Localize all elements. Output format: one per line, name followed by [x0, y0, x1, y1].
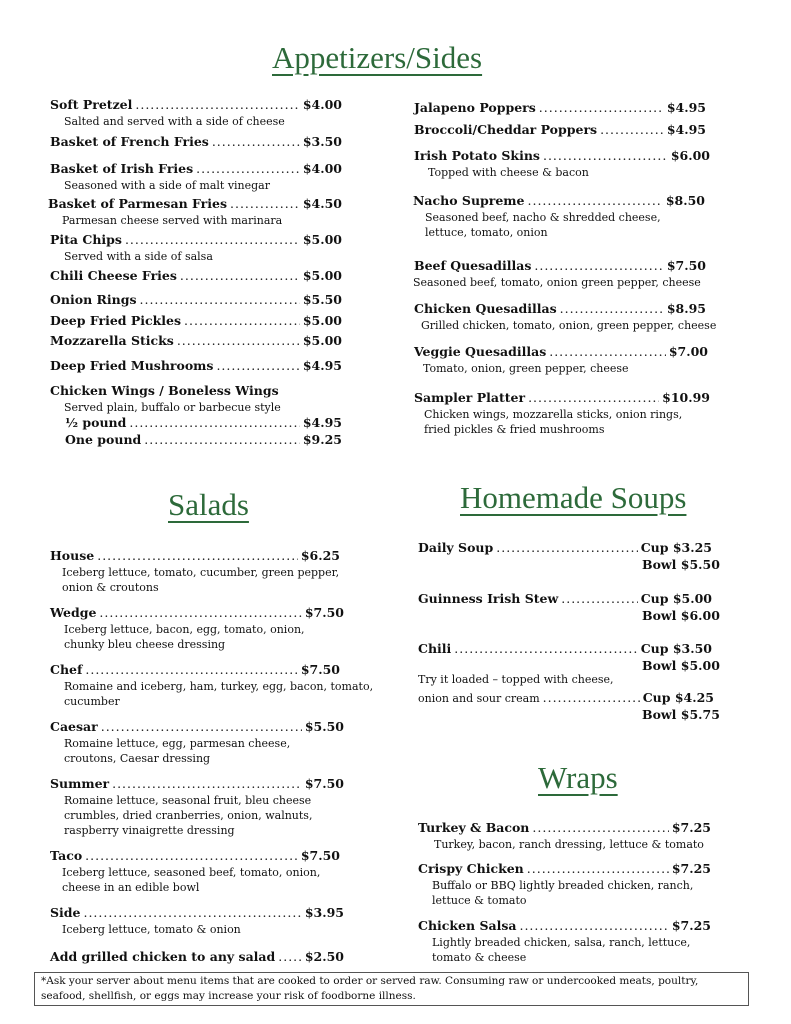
- item-description: Iceberg lettuce, tomato, cucumber, green pepper,: [62, 566, 340, 579]
- leader-dots: [534, 258, 663, 273]
- heading-wraps: Wraps: [538, 760, 618, 795]
- leader-dots: [184, 313, 300, 328]
- soup-bowl-price: Bowl $6.00: [642, 608, 720, 623]
- item-name: Irish Potato Skins: [414, 148, 540, 163]
- item-description: raspberry vinaigrette dressing: [64, 824, 235, 837]
- salads-item: [50, 905, 344, 920]
- item-price: $4.00: [302, 161, 342, 176]
- wraps-item: [418, 918, 711, 933]
- leader-dots: [125, 232, 300, 247]
- leader-dots: [560, 301, 664, 316]
- leader-dots: [216, 358, 299, 373]
- item-name: Pita Chips: [50, 232, 122, 247]
- item-name: Jalapeno Poppers: [414, 100, 536, 115]
- item-name: Caesar: [50, 719, 98, 734]
- item-description: Tomato, onion, green pepper, cheese: [423, 362, 629, 375]
- soup-item: [418, 673, 714, 686]
- item-price: $7.25: [671, 918, 711, 933]
- salads-item: [50, 548, 340, 563]
- appetizers-left-item: [50, 232, 342, 247]
- leader-dots: [112, 776, 302, 791]
- item-description: Chicken wings, mozzarella sticks, onion rings,: [424, 408, 683, 421]
- item-price: $7.50: [300, 848, 340, 863]
- salads-item: [50, 949, 344, 964]
- leader-dots: [129, 415, 299, 430]
- item-name: Beef Quesadillas: [414, 258, 532, 273]
- leader-dots: [83, 905, 301, 920]
- leader-dots: [454, 641, 637, 656]
- item-description: croutons, Caesar dressing: [64, 752, 211, 765]
- item-price: $5.50: [304, 719, 344, 734]
- item-name: Chicken Wings / Boneless Wings: [50, 383, 279, 398]
- item-name: Chili Cheese Fries: [50, 268, 177, 283]
- item-description: lettuce & tomato: [432, 894, 527, 907]
- item-price: $5.00: [302, 313, 342, 328]
- item-description: crumbles, dried cranberries, onion, walnuts,: [64, 809, 313, 822]
- item-price: $6.25: [300, 548, 340, 563]
- item-description: Served with a side of salsa: [64, 250, 213, 263]
- item-price: $7.00: [668, 344, 708, 359]
- allergy-footnote: *Ask your server about menu items that are cooked to order or served raw. Consuming raw or undercooked meats, poultry, seafood, shellfish, or eggs may increase your risk of foodborne illness.: [34, 972, 749, 1006]
- item-name: Basket of French Fries: [50, 134, 209, 149]
- item-price: $4.50: [302, 196, 342, 211]
- item-name: Broccoli/Cheddar Poppers: [414, 122, 598, 137]
- appetizers-right-item: [414, 100, 706, 115]
- item-description: Grilled chicken, tomato, onion, green pepper, cheese: [421, 319, 717, 332]
- soup-cup-price: Cup $3.50: [640, 641, 712, 656]
- leader-dots: [539, 100, 664, 115]
- item-description: chunky bleu cheese dressing: [64, 638, 226, 651]
- item-price: $4.95: [666, 100, 706, 115]
- leader-dots: [99, 605, 301, 620]
- item-description: Iceberg lettuce, bacon, egg, tomato, onion,: [64, 623, 305, 636]
- item-price: $7.50: [304, 776, 344, 791]
- leader-dots: [543, 148, 668, 163]
- item-name: Taco: [50, 848, 83, 863]
- item-description: Romaine and iceberg, ham, turkey, egg, bacon, tomato,: [64, 680, 374, 693]
- leader-dots: [600, 122, 664, 137]
- item-description: Iceberg lettuce, seasoned beef, tomato, onion,: [62, 866, 321, 879]
- item-name: Onion Rings: [50, 292, 137, 307]
- appetizers-right-item: [414, 301, 706, 316]
- leader-dots: [549, 344, 666, 359]
- leader-dots: [543, 690, 640, 705]
- leader-dots: [519, 918, 668, 933]
- leader-dots: [532, 820, 668, 835]
- item-name: ½ pound: [65, 415, 127, 430]
- item-price: $4.00: [302, 97, 342, 112]
- item-description: Seasoned beef, tomato, onion green pepper, cheese: [413, 276, 701, 289]
- leader-dots: [528, 193, 663, 208]
- leader-dots: [97, 548, 298, 563]
- item-name: Nacho Supreme: [413, 193, 525, 208]
- item-description: tomato & cheese: [432, 951, 527, 964]
- item-price: $8.50: [665, 193, 705, 208]
- item-price: $4.95: [302, 415, 342, 430]
- item-price: $6.00: [670, 148, 710, 163]
- item-price: $5.00: [302, 268, 342, 283]
- item-price: $3.95: [304, 905, 344, 920]
- item-description: Lightly breaded chicken, salsa, ranch, lettuce,: [432, 936, 691, 949]
- leader-dots: [101, 719, 302, 734]
- leader-dots: [140, 292, 300, 307]
- appetizers-right-item: [414, 390, 710, 405]
- soup-name: Guinness Irish Stew: [418, 591, 559, 606]
- appetizers-left-item: [48, 196, 342, 211]
- appetizers-left-item: [65, 432, 342, 447]
- soup-name: Try it loaded – topped with cheese,: [418, 673, 614, 686]
- wraps-item: [418, 820, 711, 835]
- appetizers-left-item: [50, 292, 342, 307]
- appetizers-right-item: [414, 344, 708, 359]
- item-name: House: [50, 548, 95, 563]
- item-name: Side: [50, 905, 81, 920]
- item-price: $7.25: [671, 861, 711, 876]
- item-description: Iceberg lettuce, tomato & onion: [62, 923, 241, 936]
- item-price: $7.50: [300, 662, 340, 677]
- appetizers-right-item: [414, 148, 710, 163]
- appetizers-left-item: [65, 415, 342, 430]
- soup-name: Chili: [418, 641, 452, 656]
- item-price: $5.50: [302, 292, 342, 307]
- soup-cup-price: Cup $5.00: [640, 591, 712, 606]
- appetizers-left-item: [50, 268, 342, 283]
- item-name: Turkey & Bacon: [418, 820, 530, 835]
- leader-dots: [496, 540, 637, 555]
- wraps-item: [418, 861, 711, 876]
- item-description: cucumber: [64, 695, 120, 708]
- item-name: Basket of Irish Fries: [50, 161, 194, 176]
- soup-item: [418, 540, 712, 555]
- item-price: $4.95: [666, 122, 706, 137]
- item-name: Basket of Parmesan Fries: [48, 196, 227, 211]
- leader-dots: [278, 949, 302, 964]
- heading-appetizers: Appetizers/Sides: [272, 40, 483, 75]
- item-description: Buffalo or BBQ lightly breaded chicken, ranch,: [432, 879, 694, 892]
- salads-item: [50, 662, 340, 677]
- item-description: Seasoned beef, nacho & shredded cheese,: [425, 211, 661, 224]
- appetizers-left-item: [50, 383, 342, 398]
- item-description: onion & croutons: [62, 581, 159, 594]
- item-price: $3.50: [302, 134, 342, 149]
- leader-dots: [212, 134, 300, 149]
- appetizers-right-item: [413, 193, 705, 208]
- item-description: Parmesan cheese served with marinara: [62, 214, 283, 227]
- soup-bowl-price: Bowl $5.00: [642, 658, 720, 673]
- item-description: Salted and served with a side of cheese: [64, 115, 285, 128]
- item-description: Topped with cheese & bacon: [428, 166, 589, 179]
- appetizers-left-item: [50, 161, 342, 176]
- appetizers-left-item: [50, 97, 342, 112]
- item-name: Veggie Quesadillas: [414, 344, 547, 359]
- item-price: $4.95: [302, 358, 342, 373]
- item-name: Add grilled chicken to any salad: [50, 949, 276, 964]
- item-price: $8.95: [666, 301, 706, 316]
- salads-item: [50, 848, 340, 863]
- leader-dots: [561, 591, 637, 606]
- leader-dots: [230, 196, 300, 211]
- item-description: Romaine lettuce, egg, parmesan cheese,: [64, 737, 291, 750]
- item-name: Wedge: [50, 605, 97, 620]
- item-name: Mozzarella Sticks: [50, 333, 174, 348]
- leader-dots: [85, 848, 298, 863]
- soup-name: Daily Soup: [418, 540, 494, 555]
- leader-dots: [180, 268, 300, 283]
- heading-soups: Homemade Soups: [460, 480, 687, 515]
- item-name: Chef: [50, 662, 83, 677]
- soup-item: [418, 641, 712, 656]
- item-price: $7.50: [666, 258, 706, 273]
- soup-description-row: [418, 690, 714, 705]
- leader-dots: [144, 432, 300, 447]
- salads-item: [50, 776, 344, 791]
- item-description: Seasoned with a side of malt vinegar: [64, 179, 271, 192]
- leader-dots: [196, 161, 300, 176]
- item-name: Sampler Platter: [414, 390, 526, 405]
- soup-description: onion and sour cream: [418, 692, 540, 705]
- item-description: fried pickles & fried mushrooms: [424, 423, 605, 436]
- item-name: Chicken Quesadillas: [414, 301, 557, 316]
- leader-dots: [177, 333, 300, 348]
- appetizers-left-item: [50, 313, 342, 328]
- item-price: $5.00: [302, 333, 342, 348]
- item-description: Served plain, buffalo or barbecue style: [64, 401, 281, 414]
- item-price: $2.50: [304, 949, 344, 964]
- item-description: cheese in an edible bowl: [62, 881, 200, 894]
- soup-cup-price: Cup $3.25: [640, 540, 712, 555]
- item-price: $9.25: [302, 432, 342, 447]
- item-price: $7.50: [304, 605, 344, 620]
- soup-cup-price: Cup $4.25: [642, 690, 714, 705]
- salads-item: [50, 719, 344, 734]
- appetizers-left-item: [50, 358, 342, 373]
- leader-dots: [85, 662, 297, 677]
- item-name: One pound: [65, 432, 142, 447]
- item-price: $5.00: [302, 232, 342, 247]
- leader-dots: [528, 390, 659, 405]
- heading-salads: Salads: [168, 487, 249, 522]
- appetizers-left-item: [50, 333, 342, 348]
- item-name: Crispy Chicken: [418, 861, 524, 876]
- soup-bowl-price: Bowl $5.50: [642, 557, 720, 572]
- appetizers-right-item: [414, 258, 706, 273]
- item-description: Turkey, bacon, ranch dressing, lettuce & tomato: [434, 838, 704, 851]
- soup-bowl-price: Bowl $5.75: [642, 707, 720, 722]
- item-name: Chicken Salsa: [418, 918, 517, 933]
- leader-dots: [527, 861, 669, 876]
- item-price: $10.99: [662, 390, 710, 405]
- item-price: $7.25: [671, 820, 711, 835]
- soup-item: [418, 591, 712, 606]
- item-name: Deep Fried Mushrooms: [50, 358, 214, 373]
- leader-dots: [135, 97, 299, 112]
- item-name: Summer: [50, 776, 110, 791]
- item-name: Deep Fried Pickles: [50, 313, 182, 328]
- item-description: lettuce, tomato, onion: [425, 226, 548, 239]
- appetizers-left-item: [50, 134, 342, 149]
- appetizers-right-item: [414, 122, 706, 137]
- salads-item: [50, 605, 344, 620]
- item-name: Soft Pretzel: [50, 97, 133, 112]
- item-description: Romaine lettuce, seasonal fruit, bleu cheese: [64, 794, 312, 807]
